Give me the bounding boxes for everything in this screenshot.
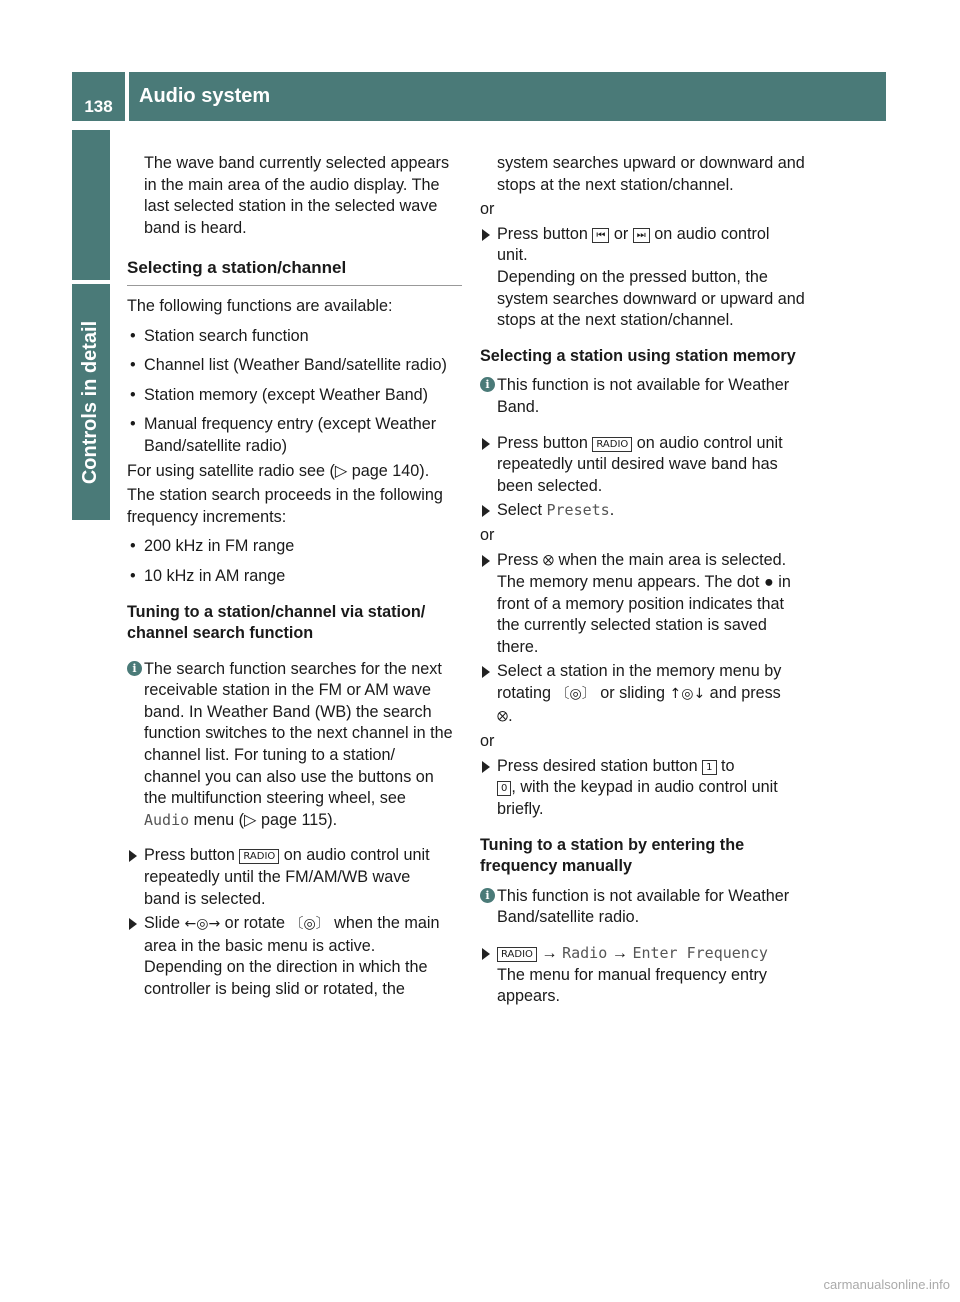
text-fragment: The memory menu appears. The dot (497, 573, 764, 592)
step-arrow-icon (482, 948, 490, 960)
text-line: system searches downward or upward and (497, 289, 805, 308)
step-arrow-icon (482, 505, 490, 517)
skip-back-icon: ⏮ (592, 228, 609, 243)
or-connector: or (480, 200, 495, 219)
text-line: the currently selected station is saved (497, 616, 767, 635)
text-line (497, 572, 815, 594)
subheading: Tuning to a station by entering the (480, 835, 745, 854)
text-line: The following functions are available: (127, 296, 393, 315)
page-reference: menu (▷ page 115). (189, 810, 338, 829)
controller-rotate-icon: 〔◎〕 (289, 916, 330, 933)
text-fragment: Select (497, 501, 547, 520)
number-key-icon: 1 (702, 760, 716, 775)
watermark: carmanualsonline.info (823, 1277, 950, 1292)
controller-press-icon: ⭙ (542, 552, 554, 569)
text-line: channel list. For tuning to a station/ (144, 746, 396, 765)
arrow-icon: → (607, 944, 633, 962)
page-number (72, 72, 125, 121)
text-fragment: when the main (329, 914, 440, 933)
text-line: repeatedly until desired wave band has (497, 455, 778, 474)
text-line: band is heard. (144, 218, 247, 237)
menu-name: Radio (562, 944, 608, 962)
text-fragment: Press desired station button (497, 756, 703, 775)
text-line: stops at the next station/channel. (497, 311, 734, 330)
text-fragment: Slide (144, 914, 185, 933)
section-heading: Selecting a station/channel (127, 257, 462, 286)
list-item: • Station search function (127, 326, 462, 348)
text-line: receivable station in the FM or AM wave (144, 681, 432, 700)
radio-button-icon: RADIO (497, 947, 537, 962)
intro-paragraph (127, 153, 462, 239)
text-line: system searches upward or downward and (497, 154, 805, 172)
text-line: Band. (497, 397, 540, 416)
text-line: band is selected. (144, 889, 266, 908)
text-line (497, 943, 815, 965)
controller-press-icon: ⭙ (497, 708, 509, 725)
text-line: Band/satellite radio. (497, 908, 640, 927)
instruction-step (127, 845, 462, 910)
info-icon: i (127, 661, 142, 676)
instruction-step (480, 224, 815, 332)
text-fragment: on audio control unit (279, 846, 430, 865)
skip-forward-icon: ⏭ (633, 228, 650, 243)
text-line (497, 706, 815, 729)
instruction-step (127, 913, 462, 1000)
text-line: area in the basic menu is active. (144, 936, 376, 955)
text-line (144, 845, 462, 867)
text-fragment: or rotate (220, 914, 290, 933)
text-line: The menu for manual frequency entry (497, 965, 767, 984)
text-line: controller is being slid or rotated, the (144, 980, 405, 998)
text-line (497, 756, 815, 778)
text-line: The search function searches for the next (144, 659, 442, 678)
list-item: • 10 kHz in AM range (127, 566, 462, 588)
list-item: • Manual frequency entry (except Weather (127, 414, 462, 436)
text-line: The wave band currently selected appears (144, 154, 450, 172)
side-tab-block (72, 130, 110, 280)
text-line: briefly. (497, 800, 544, 819)
text-fragment: Press button (497, 224, 593, 243)
text-line: Depending on the direction in which the (144, 958, 428, 977)
text-line: frequency increments: (127, 507, 287, 526)
text-fragment: on audio control (649, 224, 770, 243)
text-fragment: Press (497, 550, 543, 569)
step-arrow-icon (482, 438, 490, 450)
text-line: front of a memory position indicates that (497, 594, 785, 613)
continued-paragraph (480, 153, 815, 196)
text-fragment: rotating (497, 684, 556, 703)
controller-slide-icon: ↑◎↓ (669, 686, 706, 703)
text-fragment: on audio control unit (632, 433, 783, 452)
left-column (127, 153, 462, 1001)
step-arrow-icon (482, 761, 490, 773)
text-line: appears. (497, 987, 560, 1006)
text-fragment: and press (705, 684, 781, 703)
menu-name: Presets (546, 501, 610, 520)
text-line: been selected. (497, 476, 603, 495)
text-fragment: in (773, 573, 791, 592)
text-line: there. (497, 637, 539, 656)
dot-icon: ● (763, 573, 774, 592)
text-line: This function is not available for Weather (497, 886, 790, 905)
text-fragment: , with the keypad in audio control unit (511, 778, 778, 797)
text-line: function switches to the next channel in the (144, 724, 453, 743)
list-item: • Channel list (Weather Band/satellite radio) (127, 355, 462, 377)
instruction-step (480, 943, 815, 1008)
instruction-step (480, 500, 815, 522)
radio-button-icon: RADIO (239, 849, 279, 864)
number-key-icon: 0 (497, 781, 511, 796)
menu-name: Enter Frequency (632, 944, 768, 962)
menu-name: Audio (144, 810, 190, 829)
text-line (497, 500, 815, 522)
text-line (497, 550, 815, 573)
text-line: Select a station in the memory menu by (497, 662, 782, 681)
subheading: Tuning to a station/channel via station/ (127, 602, 426, 621)
page-number-text: 138 (84, 97, 113, 116)
text-line: channel you can also use the buttons on (144, 767, 434, 786)
side-tab (72, 284, 110, 520)
text-fragment: Press button (497, 433, 593, 452)
radio-button-icon: RADIO (592, 437, 632, 452)
list-item: • 200 kHz in FM range (127, 536, 462, 558)
list-item: • Station memory (except Weather Band) (127, 385, 462, 407)
subheading: Selecting a station using station memory (480, 346, 796, 365)
text-line: the multifunction steering wheel, see (144, 789, 406, 808)
instruction-step (480, 433, 815, 498)
text-line: in the main area of the audio display. The (144, 175, 440, 194)
text-line (497, 433, 815, 455)
text-line: band. In Weather Band (WB) the search (144, 702, 432, 721)
text-line: Depending on the pressed button, the (497, 267, 768, 286)
instruction-step (480, 756, 815, 821)
text-fragment: or sliding (595, 684, 670, 703)
step-arrow-icon (482, 666, 490, 678)
text-line (497, 224, 815, 246)
text-line (144, 810, 462, 832)
subheading: channel search function (127, 624, 314, 643)
text-fragment: . (508, 706, 513, 725)
info-note (480, 375, 815, 418)
text-fragment: to (716, 756, 735, 775)
arrow-icon: → (536, 944, 563, 962)
page-title (129, 72, 886, 121)
instruction-step (480, 661, 815, 728)
text-line: unit. (497, 246, 528, 265)
text-line: Band/satellite radio) (144, 436, 288, 455)
page-title-text: Audio system (139, 85, 271, 107)
info-note (480, 886, 815, 929)
controller-rotate-icon: 〔◎〕 (555, 686, 596, 703)
step-arrow-icon (482, 555, 490, 567)
text-fragment: . (609, 501, 615, 520)
text-line: last selected station in the selected wave (144, 197, 438, 216)
or-connector: or (480, 732, 495, 751)
text-line (497, 683, 815, 706)
text-line (497, 777, 815, 799)
step-arrow-icon (129, 918, 137, 930)
right-column (480, 153, 815, 1008)
text-line: repeatedly until the FM/AM/WB wave (144, 868, 411, 887)
text-line: This function is not available for Weather (497, 376, 790, 395)
info-icon: i (480, 377, 495, 392)
text-fragment: when the main area is selected. (553, 550, 787, 569)
text-fragment: Press button (144, 846, 240, 865)
text-fragment: or (609, 224, 633, 243)
text-line (144, 913, 462, 936)
side-tab-text: Controls in detail (79, 320, 102, 484)
info-icon: i (480, 888, 495, 903)
info-note (127, 659, 462, 832)
or-connector: or (480, 525, 495, 544)
controller-slide-icon: ←◎→ (184, 916, 221, 933)
step-arrow-icon (129, 850, 137, 862)
text-line: The station search proceeds in the following (127, 486, 443, 505)
instruction-step (480, 550, 815, 659)
step-arrow-icon (482, 229, 490, 241)
page-reference: For using satellite radio see (▷ page 140). (127, 461, 430, 480)
text-line: stops at the next station/channel. (497, 175, 734, 194)
subheading: frequency manually (480, 857, 633, 876)
